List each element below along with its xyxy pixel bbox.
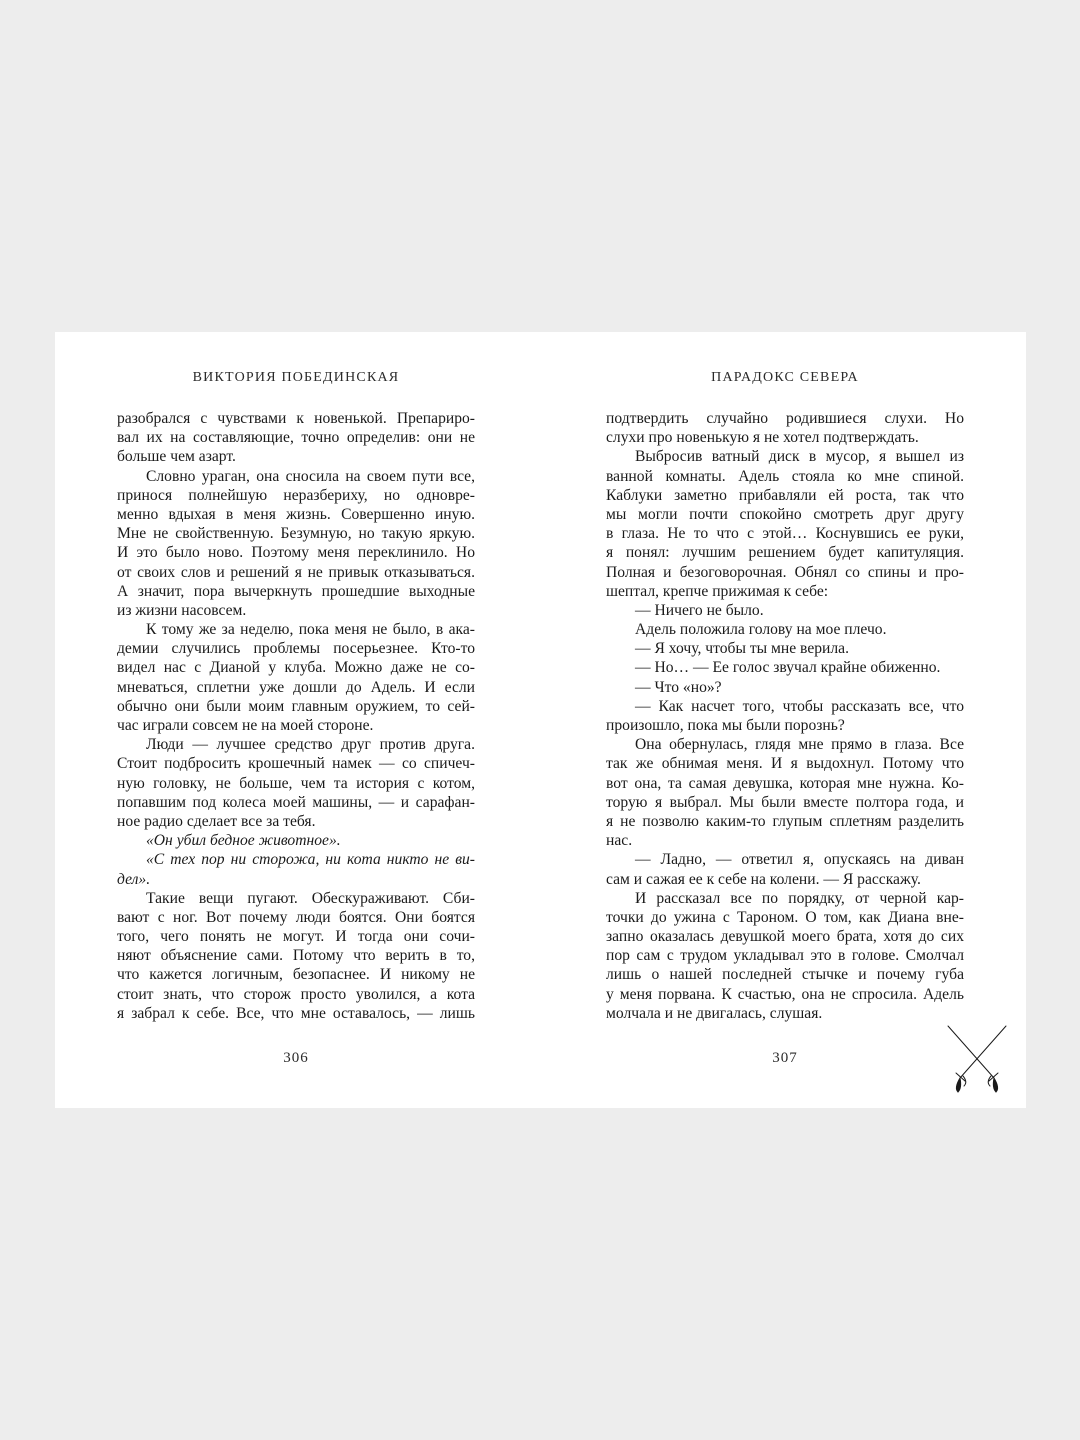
text-line: слухи про новенькую я не хотел подтверждать. [606, 429, 919, 447]
text-line: И рассказал все по порядку, от черной кар- [635, 889, 964, 907]
text-line: «С тех пор ни сторожа, ни кота никто не ви- [146, 851, 475, 869]
text-line: подтвердить случайно родившиеся слухи. Но [606, 410, 964, 427]
page-number-right: 307 [772, 1050, 798, 1066]
text-line: пор сам с трудом укладывал это в голове. Смолчал [606, 947, 964, 965]
crossed-swords-icon [938, 1022, 1018, 1094]
text-line: Выбросив ватный диск в мусор, я вышел из [635, 448, 964, 466]
text-line: шептал, крепче прижимая к себе: [606, 582, 829, 600]
text-line: — Ладно, — ответил я, опускаясь на диван [635, 851, 964, 869]
text-line: больше чем азарт. [117, 448, 236, 466]
text-line: Люди — лучшее средство друг против друга. [146, 736, 475, 754]
text-line: торую я выбрал. Мы были вместе полтора года, и [606, 793, 964, 811]
text-line: разобрался с чувствами к новенькой. Препариро- [117, 410, 475, 427]
text-line: вот она, та самая девушка, которая мне нужна. Ко- [606, 774, 964, 792]
text-line: принося полнейшую неразбериху, но одновре- [117, 486, 475, 504]
text-line: Мне не свойственную. Безумную, но такую яркую. [117, 525, 475, 543]
text-line: — Я хочу, чтобы ты мне верила. [635, 640, 849, 658]
text-line: что кажется логичным, безопаснее. И никому не [117, 966, 475, 984]
text-line: Стоит подбросить крошечный намек — со спичеч- [117, 755, 475, 773]
text-line: мневаться, сплетни уже дошли до Адель. И если [117, 678, 475, 696]
text-line: Словно ураган, она сносила на своем пути все, [146, 467, 475, 485]
text-line: обычно они были моим главным оружием, то сей- [117, 697, 475, 715]
book-spread [55, 332, 1026, 1108]
text-line: час играли совсем не на моей стороне. [117, 717, 374, 734]
text-line: произошло, пока мы были порознь? [606, 717, 845, 734]
text-line: лишь о нашей последней стычке и почему губа [606, 966, 964, 984]
page-number-left: 306 [283, 1050, 309, 1066]
text-line: Адель положила голову на мое плечо. [635, 621, 887, 639]
text-line: точки до ужина с Тароном. О том, как Диана вне- [606, 908, 964, 926]
text-line: ванной комнаты. Адель стояла ко мне спиной. [606, 467, 964, 485]
text-line: ное радио сделает все за тебя. [117, 812, 316, 830]
text-line: демии случились проблемы посерьезнее. Кто-то [117, 640, 475, 658]
text-line: вал их на составляющие, точно определив: они не [117, 429, 475, 447]
left-page [117, 332, 475, 1108]
text-line: из жизни насовсем. [117, 601, 247, 619]
text-line: нас. [606, 832, 633, 850]
text-line: — Ничего не было. [635, 601, 764, 619]
text-line: у меня порвана. К счастью, она не спросила. Адель [606, 985, 964, 1003]
text-line: от своих слов и решений я не привык отказываться. [117, 563, 475, 581]
text-line: сам и сажая ее к себе на колени. — Я расскажу. [606, 870, 921, 888]
text-line: я не позволю каким-то глупым сплетням разделить [606, 812, 964, 830]
text-line: стоит знать, что сторож просто уволился, а кота [117, 985, 475, 1003]
left-page-text [117, 409, 475, 1023]
text-line: видел нас с Дианой у клуба. Можно даже не со- [117, 659, 475, 677]
text-line: А значит, пора вычеркнуть прошедшие выходные [117, 582, 475, 600]
text-line: я забрал к себе. Все, что мне оставалось, — лишь [117, 1004, 475, 1022]
text-line: того, чего понять не могут. И тогда они сочи- [117, 928, 475, 946]
text-line: Такие вещи пугают. Обескураживают. Сби- [146, 889, 475, 907]
text-line: попавшим под колеса моей машины, — и сарафан- [117, 793, 475, 811]
text-line: — Что «но»? [635, 678, 722, 696]
text-line: Каблуки заметно прибавляли ей роста, так что [606, 486, 964, 504]
right-page [606, 332, 964, 1108]
text-line: дел». [117, 870, 151, 888]
text-line: в глаза. Не то что с этой… Коснувшись ее руки, [606, 525, 964, 543]
running-head-author: ВИКТОРИЯ ПОБЕДИНСКАЯ [192, 370, 400, 385]
text-line: — Как насчет того, чтобы рассказать все, что [635, 697, 964, 715]
text-line: И это было ново. Поэтому меня переклинило. Но [117, 544, 475, 562]
running-head-title: ПАРАДОКС СЕВЕРА [711, 370, 859, 385]
text-line: мы могли почти спокойно смотреть друг другу [606, 505, 964, 523]
text-line: няют объяснение сами. Потому что верить в то, [117, 947, 475, 965]
text-line: запно оказалась девушкой моего брата, хотя до сих [606, 928, 964, 946]
text-line: Она обернулась, глядя мне прямо в глаза. Все [635, 736, 964, 754]
text-line: вают с ног. Вот почему люди боятся. Они боятся [117, 908, 475, 926]
text-line: — Но… — Ее голос звучал крайне обиженно. [635, 659, 941, 677]
text-line: менно вдыхая в меня жизнь. Совершенно иную. [117, 505, 475, 523]
right-page-text [606, 409, 964, 1023]
text-line: молчала и не двигалась, слушая. [606, 1004, 823, 1022]
text-line: «Он убил бедное животное». [146, 832, 341, 850]
text-line: ную головку, не больше, чем та история с котом, [117, 774, 475, 792]
text-line: Полная и безоговорочная. Обнял со спины и про- [606, 563, 964, 581]
text-line: К тому же за неделю, пока меня не было, в ака- [146, 621, 475, 639]
text-line: так же обнимая меня. И я выдохнул. Потому что [606, 755, 964, 773]
text-line: я понял: лучшим решением будет капитуляция. [606, 544, 964, 562]
